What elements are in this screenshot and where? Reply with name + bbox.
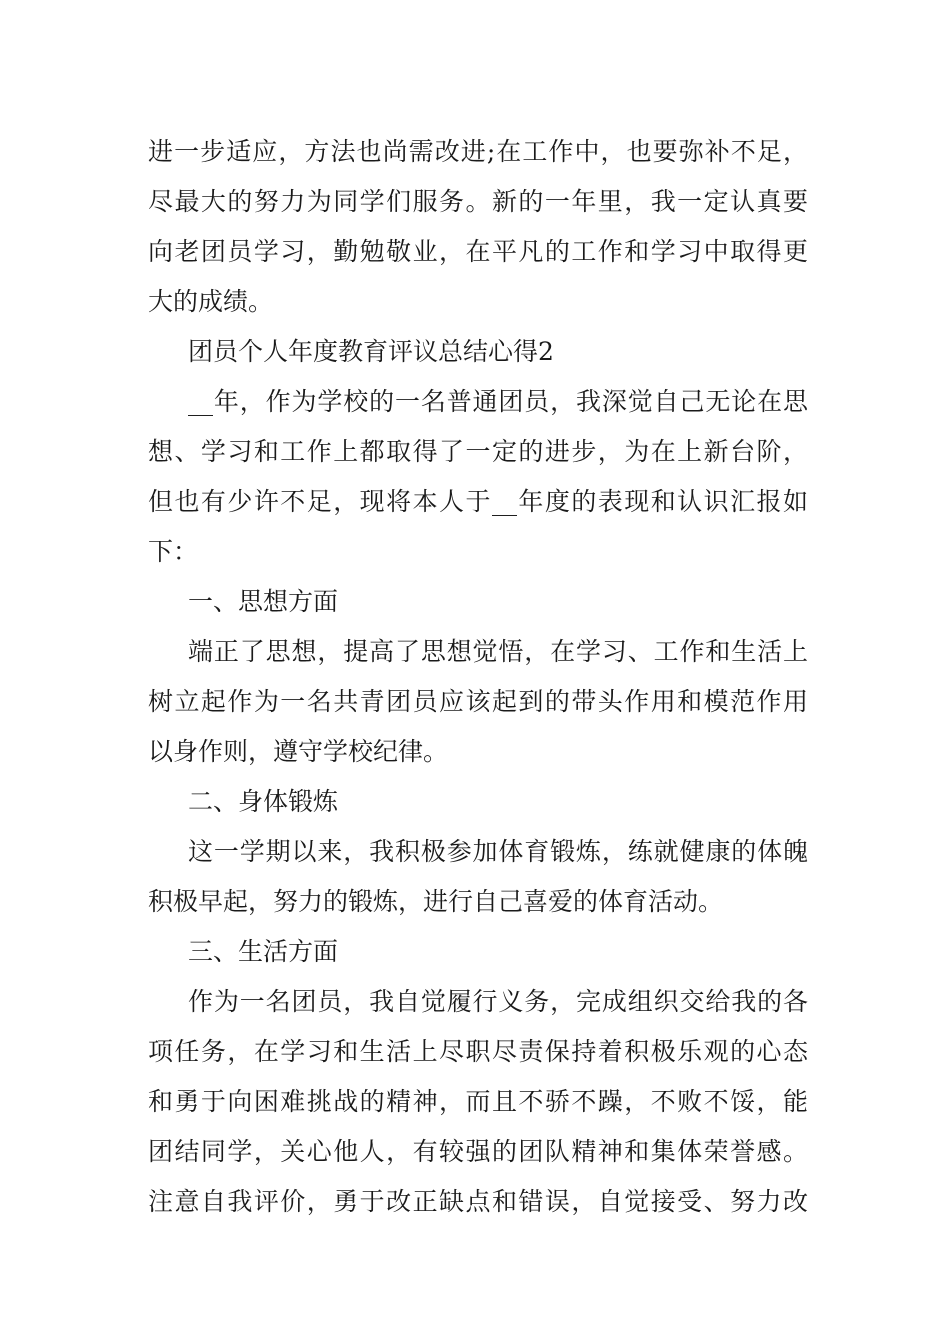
text-line: 团结同学，关心他人，有较强的团队精神和集体荣誉感。 <box>148 1137 808 1166</box>
text-line: 但也有少许不足，现将本人于__年度的表现和认识汇报如 <box>148 487 808 516</box>
section-heading: 一、思想方面 <box>188 587 339 616</box>
text-line: 作为一名团员，我自觉履行义务，完成组织交给我的各 <box>188 987 808 1016</box>
section-heading: 三、生活方面 <box>188 937 339 966</box>
section-title: 团员个人年度教育评议总结心得2 <box>188 337 554 366</box>
text-line: __年，作为学校的一名普通团员，我深觉自己无论在思 <box>188 387 808 416</box>
text-line: 项任务，在学习和生活上尽职尽责保持着积极乐观的心态 <box>148 1037 808 1066</box>
text-line: 向老团员学习，勤勉敬业，在平凡的工作和学习中取得更 <box>148 237 808 266</box>
text-line: 和勇于向困难挑战的精神，而且不骄不躁，不败不馁，能 <box>148 1087 808 1116</box>
text-line: 想、学习和工作上都取得了一定的进步，为在上新台阶， <box>148 437 808 466</box>
text-line: 积极早起，努力的锻炼，进行自己喜爱的体育活动。 <box>148 887 724 916</box>
text-line: 尽最大的努力为同学们服务。新的一年里，我一定认真要 <box>148 187 808 216</box>
text-line: 这一学期以来，我积极参加体育锻炼，练就健康的体魄 <box>188 837 808 866</box>
text-line: 下： <box>148 537 199 566</box>
text-line: 以身作则，遵守学校纪律。 <box>148 737 449 766</box>
text-line: 注意自我评价，勇于改正缺点和错误，自觉接受、努力改 <box>148 1187 808 1216</box>
text-line: 进一步适应，方法也尚需改进;在工作中，也要弥补不足， <box>148 137 808 166</box>
text-line: 大的成绩。 <box>148 287 274 316</box>
text-line: 树立起作为一名共青团员应该起到的带头作用和模范作用 <box>148 687 808 716</box>
text-line: 端正了思想，提高了思想觉悟，在学习、工作和生活上 <box>188 637 808 666</box>
section-heading: 二、身体锻炼 <box>188 787 339 816</box>
